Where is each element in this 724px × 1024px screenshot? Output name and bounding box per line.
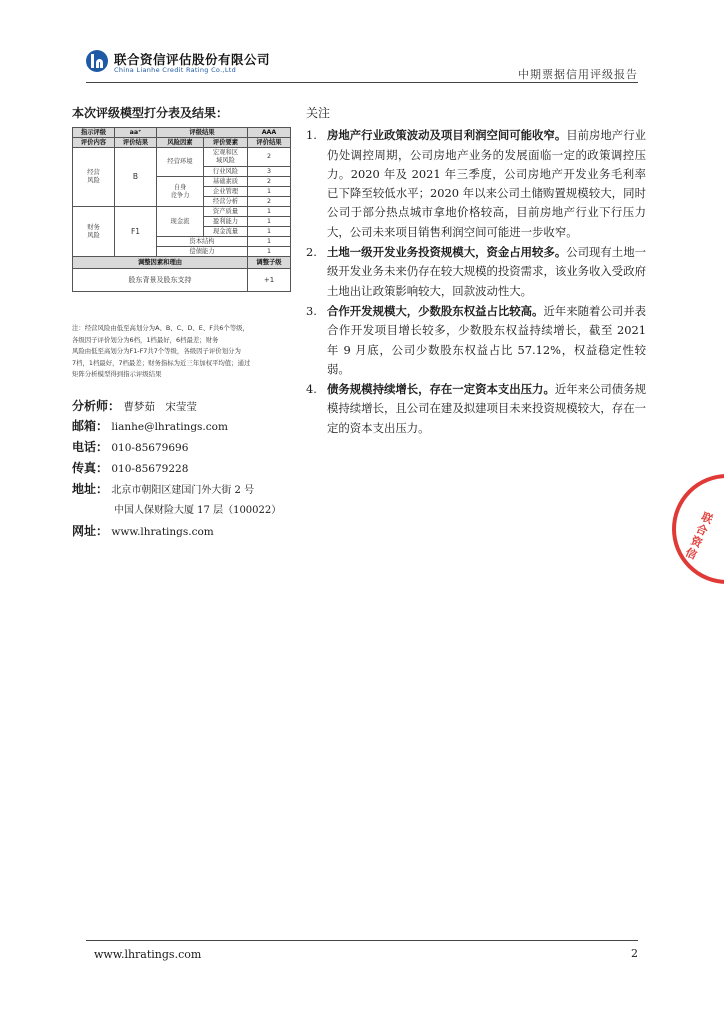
- email-label: 邮箱：: [72, 419, 109, 433]
- table-cell: 财务 风险: [73, 207, 115, 257]
- table-cell: 评价结果: [115, 138, 157, 148]
- item-heading: 合作开发规模大，少数股东权益占比较高。: [327, 303, 544, 318]
- table-cell: 评价内容: [73, 138, 115, 148]
- address-line-2: 中国人保财险大厦 17 层（100022）: [114, 505, 282, 516]
- table-cell: 3: [248, 167, 291, 177]
- table-cell: 经营 风险: [73, 148, 115, 207]
- phone-label: 电话：: [72, 440, 109, 454]
- focus-item: [306, 126, 646, 242]
- table-cell: 2: [248, 197, 291, 207]
- table-cell: 1: [248, 227, 291, 237]
- item-heading: 债务规模持续增长，存在一定资本支出压力。: [327, 382, 555, 397]
- model-note: [72, 323, 296, 381]
- analyst-line: [72, 397, 197, 414]
- note-line: 各级因子评价划分为6档，1档最好，6档最差；财务: [72, 335, 219, 344]
- address-line: [72, 480, 254, 497]
- report-type: 中期票据信用评级报告: [518, 68, 638, 81]
- table-cell: 1: [248, 207, 291, 217]
- table-cell: 1: [248, 237, 291, 247]
- item-number: 4.: [306, 382, 317, 397]
- item-heading: 土地一级开发业务投资规模大，资金占用较多。: [327, 245, 567, 260]
- phone-number: 010-85679696: [111, 442, 189, 454]
- phone-line: [72, 438, 188, 455]
- table-cell: 1: [248, 247, 291, 257]
- company-logo-icon: [86, 50, 108, 72]
- table-cell: 现金流量: [204, 227, 248, 237]
- table-cell: +1: [248, 269, 291, 292]
- company-name-cn: 联合资信评估股份有限公司: [114, 52, 271, 67]
- table-cell: 企业管理: [204, 187, 248, 197]
- model-section-title: 本次评级模型打分表及结果：: [72, 106, 229, 120]
- table-cell: 资本结构: [157, 237, 248, 247]
- table-cell: F1: [115, 207, 157, 257]
- web-label: 网址：: [72, 524, 109, 538]
- rating-model-table: [72, 127, 291, 292]
- table-cell: 评价结果: [248, 138, 291, 148]
- table-cell: 2: [248, 177, 291, 187]
- seal-text: 联合资信: [681, 509, 715, 563]
- table-cell: 自身 竞争力: [157, 177, 204, 207]
- table-cell: 风险因素: [157, 138, 204, 148]
- table-row: [73, 257, 291, 269]
- table-cell: 现金流: [157, 207, 204, 237]
- focus-section: [306, 104, 646, 439]
- note-line: 注：经营风险由低至高划分为A、B、C、D、E、F共6个等级，: [72, 324, 249, 332]
- fax-line: [72, 459, 188, 476]
- table-cell: B: [115, 148, 157, 207]
- table-row: [73, 207, 291, 217]
- table-row: [73, 148, 291, 167]
- table-row: [73, 128, 291, 138]
- page-number: 2: [631, 947, 638, 960]
- focus-item: [306, 243, 646, 301]
- analyst-label: 分析师：: [72, 399, 121, 413]
- table-row: [73, 138, 291, 148]
- item-number: 2.: [306, 245, 317, 260]
- table-row: [73, 269, 291, 292]
- item-text: 近年来随着公司并表合作开发项目增长较多，少数股东权益持续增长，截至 2021 年 9 月底，公司少数股东权益占比 57.12%，权益稳定性较弱。: [327, 303, 646, 376]
- address-line-1: 北京市朝阳区建国门外大街 2 号: [111, 485, 255, 496]
- fax-number: 010-85679228: [111, 463, 189, 475]
- table-cell: 评价要素: [204, 138, 248, 148]
- table-cell: aa⁺: [115, 128, 157, 138]
- note-line: 7档，1档最好，7档最差；财务指标为近三年加权平均值；通过: [72, 358, 251, 367]
- table-cell: 1: [248, 187, 291, 197]
- focus-title: 关注: [306, 106, 331, 120]
- address-label: 地址：: [72, 482, 109, 496]
- table-cell: 指示评级: [73, 128, 115, 138]
- table-cell: AAA: [248, 128, 291, 138]
- table-cell: 宏观和区 域风险: [204, 148, 248, 167]
- item-text: 目前房地产行业仍处调控周期，公司房地产业务的发展面临一定的政策调控压力。2020 年及 2021 年三季度，公司房地产开发业务毛利率已下降至较低水平；2020 年以来公司土储购置规模较大，同时公司于部分热点城市拿地价格较高，目前房地产行业下行压力大，公司未来项目销售利润空间可能进一步收窄。: [327, 128, 646, 239]
- table-cell: 偿债能力: [157, 247, 248, 257]
- analyst-names: 曹梦茹 宋莹莹: [123, 401, 197, 413]
- table-cell: 2: [248, 148, 291, 167]
- company-name-en: China Lianhe Credit Rating Co.,Ltd: [114, 66, 237, 74]
- item-number: 1.: [306, 128, 317, 143]
- table-cell: 行业风险: [204, 167, 248, 177]
- focus-item: [306, 380, 646, 438]
- note-line: 矩阵分析模型得到指示评级结果: [72, 370, 162, 378]
- table-cell: 股东背景及股东支持: [73, 269, 248, 292]
- table-cell: 经营环境: [157, 148, 204, 177]
- note-line: 风险由低至高划分为F1-F7共7个等级，各级因子评价划分为: [72, 347, 241, 355]
- web-link[interactable]: www.lhratings.com: [111, 526, 214, 538]
- header-divider: [86, 82, 638, 83]
- focus-item: [306, 302, 646, 379]
- item-number: 3.: [306, 303, 317, 318]
- item-text: 近年来公司债务规模持续增长，且公司在建及拟建项目未来投资规模较大，存在一定的资本支出压力。: [327, 382, 646, 435]
- web-line: [72, 522, 214, 539]
- table-cell: 资产质量: [204, 207, 248, 217]
- email-line: [72, 417, 228, 434]
- table-cell: 盈利能力: [204, 217, 248, 227]
- table-cell: 调整子级: [248, 257, 291, 269]
- item-heading: 房地产行业政策波动及项目利润空间可能收窄。: [327, 128, 567, 143]
- footer-divider: [86, 940, 638, 941]
- table-cell: 基础素质: [204, 177, 248, 187]
- email-link[interactable]: lianhe@lhratings.com: [111, 421, 228, 433]
- fax-label: 传真：: [72, 461, 109, 475]
- item-text: 公司现有土地一级开发业务未来仍存在较大规模的投资需求，该业务收入受政府土地出让政策影响较大，回款波动性大。: [327, 245, 646, 298]
- table-cell: 调整因素和理由: [73, 257, 248, 269]
- table-cell: 1: [248, 217, 291, 227]
- table-cell: 评级结果: [157, 128, 248, 138]
- footer-url[interactable]: www.lhratings.com: [94, 948, 202, 961]
- table-cell: 经营分析: [204, 197, 248, 207]
